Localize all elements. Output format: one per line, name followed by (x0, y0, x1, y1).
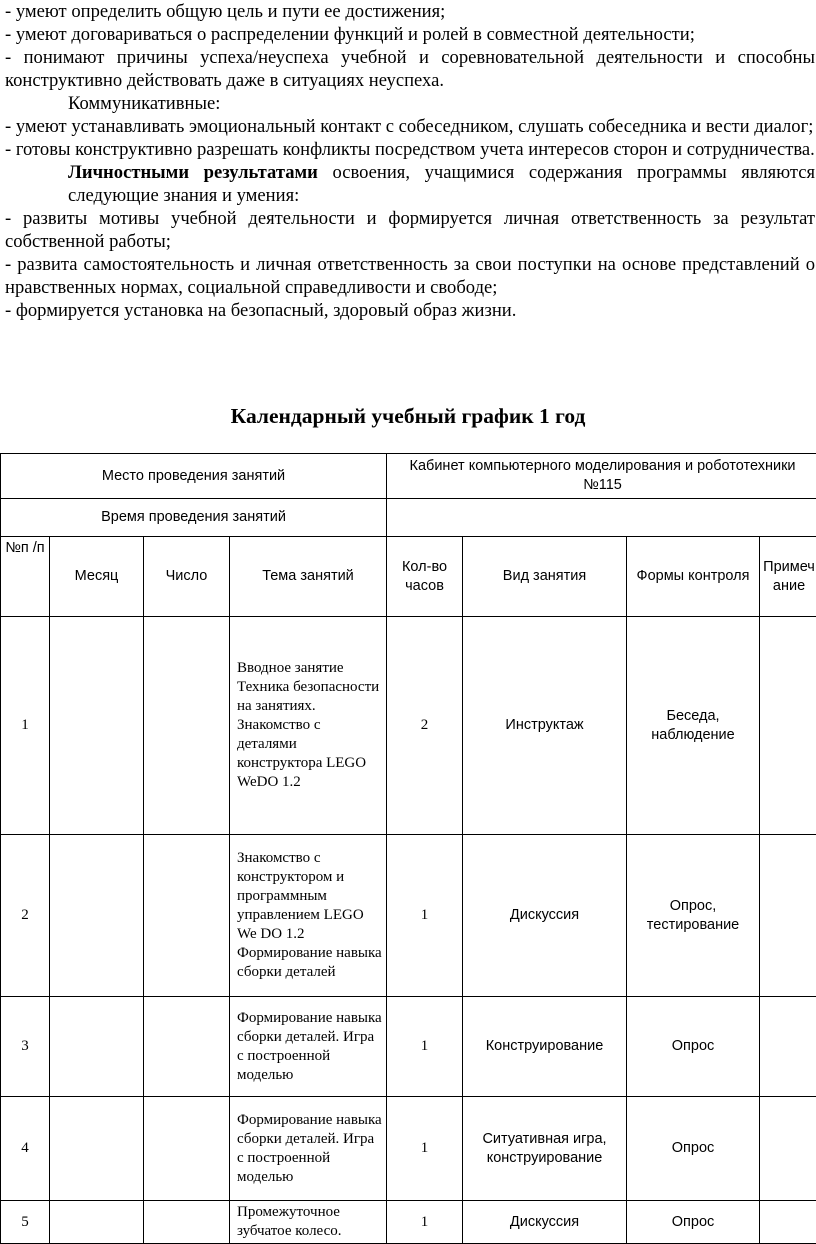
header-month: Месяц (50, 537, 144, 617)
header-day: Число (144, 537, 230, 617)
row-note (760, 617, 816, 835)
paragraph: - умеют устанавливать эмоциональный контакт с собеседником, слушать собеседника и вести диалог; (5, 115, 815, 138)
page-title: Календарный учебный график 1 год (0, 404, 816, 429)
table-row (1, 1201, 816, 1244)
row-type: Конструирование (463, 997, 627, 1097)
row-type: Дискуссия (463, 835, 627, 997)
row-month (50, 1201, 144, 1244)
header-topic: Тема занятий (230, 537, 387, 617)
row-num: 1 (1, 617, 50, 835)
row-topic: Формирование навыка сборки деталей. Игра с построенной моделью (230, 1097, 387, 1201)
row-hours: 1 (387, 997, 463, 1097)
paragraph: - готовы конструктивно разрешать конфликты посредством учета интересов сторон и сотрудничества. (5, 138, 815, 161)
place-value: Кабинет компьютерного моделирования и робототехники №115 (387, 454, 816, 499)
time-row (1, 499, 816, 537)
row-topic: Формирование навыка сборки деталей. Игра с построенной моделью (230, 997, 387, 1097)
row-month (50, 1097, 144, 1201)
header-control: Формы контроля (627, 537, 760, 617)
paragraph (5, 161, 815, 207)
header-note: Примечание (760, 537, 816, 617)
row-topic: Промежуточное зубчатое колесо. (230, 1201, 387, 1244)
header-type: Вид занятия (463, 537, 627, 617)
row-note (760, 1201, 816, 1244)
row-note (760, 835, 816, 997)
row-hours: 1 (387, 1201, 463, 1244)
row-control: Опрос (627, 997, 760, 1097)
time-value (387, 499, 816, 537)
row-note (760, 997, 816, 1097)
body-text (5, 0, 815, 322)
row-num: 5 (1, 1201, 50, 1244)
row-type: Дискуссия (463, 1201, 627, 1244)
row-day (144, 617, 230, 835)
row-type: Ситуативная игра, конструирование (463, 1097, 627, 1201)
row-note (760, 1097, 816, 1201)
table-row (1, 835, 816, 997)
section-heading: Коммуникативные: (5, 92, 815, 115)
paragraph: - развита самостоятельность и личная ответственность за свои поступки на основе представлений о нравственных нормах, социальной справедливости и свободе; (5, 253, 815, 299)
row-type: Инструктаж (463, 617, 627, 835)
header-num: №п /п (1, 537, 50, 617)
row-hours: 1 (387, 835, 463, 997)
paragraph: - понимают причины успеха/неуспеха учебной и соревновательной деятельности и способны конструктивно действовать даже в ситуациях неуспеха. (5, 46, 815, 92)
row-control: Опрос (627, 1201, 760, 1244)
paragraph: - формируется установка на безопасный, здоровый образ жизни. (5, 299, 815, 322)
row-month (50, 617, 144, 835)
header-hours: Кол-во часов (387, 537, 463, 617)
place-row (1, 454, 816, 499)
place-label: Место проведения занятий (1, 454, 387, 499)
paragraph: - умеют определить общую цель и пути ее достижения; (5, 0, 815, 23)
row-num: 2 (1, 835, 50, 997)
time-label: Время проведения занятий (1, 499, 387, 537)
row-hours: 1 (387, 1097, 463, 1201)
row-num: 4 (1, 1097, 50, 1201)
table-row (1, 1097, 816, 1201)
schedule-table (0, 453, 816, 1244)
row-topic: Вводное занятие Техника безопасности на занятиях. Знакомство с деталями конструктора LEGO WeDO 1.2 (230, 617, 387, 835)
row-day (144, 1201, 230, 1244)
row-num: 3 (1, 997, 50, 1097)
row-control: Опрос (627, 1097, 760, 1201)
row-month (50, 997, 144, 1097)
paragraph-rest: освоения, учащимися содержания программы являются следующие знания и умения: (68, 162, 815, 206)
row-day (144, 997, 230, 1097)
paragraph: - развиты мотивы учебной деятельности и формируется личная ответственность за результат собственной работы; (5, 207, 815, 253)
row-control: Беседа, наблюдение (627, 617, 760, 835)
table-row (1, 617, 816, 835)
row-topic: Знакомство с конструктором и программным управлением LEGO We DO 1.2 Формирование навыка сборки деталей (230, 835, 387, 997)
row-day (144, 835, 230, 997)
table-row (1, 997, 816, 1097)
header-row (1, 537, 816, 617)
row-hours: 2 (387, 617, 463, 835)
row-control: Опрос, тестирование (627, 835, 760, 997)
paragraph: - умеют договариваться о распределении функций и ролей в совместной деятельности; (5, 23, 815, 46)
bold-lead: Личностными результатами (68, 162, 318, 183)
row-month (50, 835, 144, 997)
row-day (144, 1097, 230, 1201)
